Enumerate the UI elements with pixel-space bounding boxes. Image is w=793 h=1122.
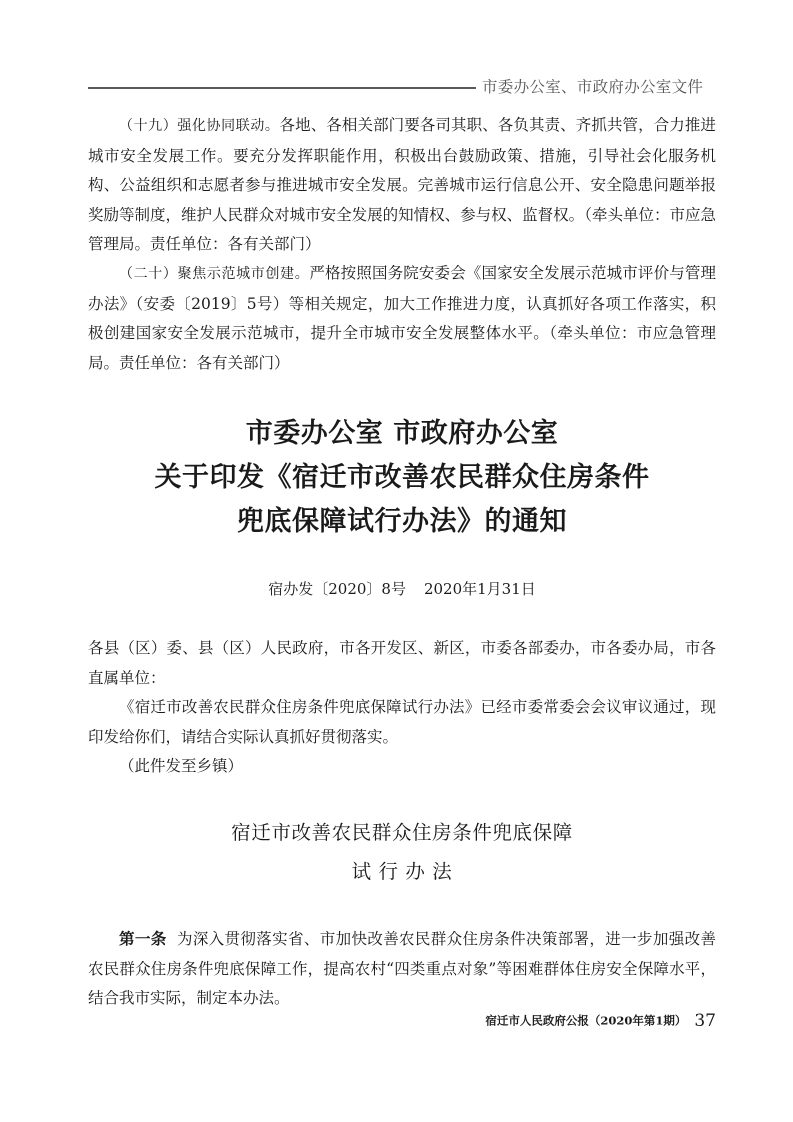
measures-subtitle: 试 行 办 法 xyxy=(351,860,453,883)
document-date: 2020年1月31日 xyxy=(423,580,536,598)
item-20-lead: （二十）聚焦示范城市创建。 xyxy=(119,266,310,282)
distribution-note: （此件发至乡镇） xyxy=(119,757,244,775)
running-header-title: 市委办公室、市政府办公室文件 xyxy=(482,78,704,96)
measures-title: 宿迁市改善农民群众住房条件兜底保障 xyxy=(231,821,573,844)
notice-title-line-3: 兜底保障试行办法》的通知 xyxy=(237,506,567,537)
article-1-text: 为深入贯彻落实省、市加快改善农民群众住房条件决策部署，进一步加强改善农民群众住房条件兜底保障工作，提高农村“四类重点对象”等困难群体住房安全保障水平，结合我市实际，制定本办法。 xyxy=(88,930,716,1007)
item-19-lead: （十九）强化协同联动。 xyxy=(119,118,280,134)
document-number-line xyxy=(88,578,716,600)
article-1 xyxy=(88,925,716,1014)
notice-body: 《宿迁市改善农民群众住房条件兜底保障试行办法》已经市委常委会会议审议通过，现印发给你们，请结合实际认真抓好贯彻落实。 xyxy=(88,698,716,746)
document-number: 宿办发〔2020〕8号 xyxy=(268,580,406,598)
item-20-paragraph xyxy=(88,259,716,378)
recipients: 各县（区）委、县（区）人民政府，市各开发区、新区，市委各部委办，市各委办局，市各直属单位： xyxy=(88,639,716,687)
notice-title-line-2: 关于印发《宿迁市改善农民群众住房条件 xyxy=(154,462,650,493)
publication-name: 宿迁市人民政府公报（2020年第1期） xyxy=(485,1013,687,1028)
header-rule xyxy=(88,87,476,89)
notice-title-line-1: 市委办公室 市政府办公室 xyxy=(245,418,559,449)
item-20-body: 严格按照国务院安委会《国家安全发展示范城市评价与管理办法》（安委〔2019〕5号）等相关规定，加大工作推进力度，认真抓好各项工作落实，积极创建国家安全发展示范城市，提升全市城市安全发展整体水平。（牵头单位：市应急管理局。责任单位：各有关部门） xyxy=(88,264,717,372)
page-number: 37 xyxy=(694,1010,716,1031)
item-19-body: 各地、各相关部门要各司其职、各负其责、齐抓共管，合力推进城市安全发展工作。要充分发挥职能作用，积极出台鼓励政策、措施，引导社会化服务机构、公益组织和志愿者参与推进城市安全发展。完善城市运行信息公开、安全隐患问题举报奖励等制度，维护人民群众对城市安全发展的知情权、参与权、监督权。（牵头单位：市应急管理局。责任单位：各有关部门） xyxy=(88,116,716,253)
article-1-label: 第一条 xyxy=(119,930,167,948)
page-footer xyxy=(460,1010,716,1031)
item-19-paragraph xyxy=(88,111,716,260)
